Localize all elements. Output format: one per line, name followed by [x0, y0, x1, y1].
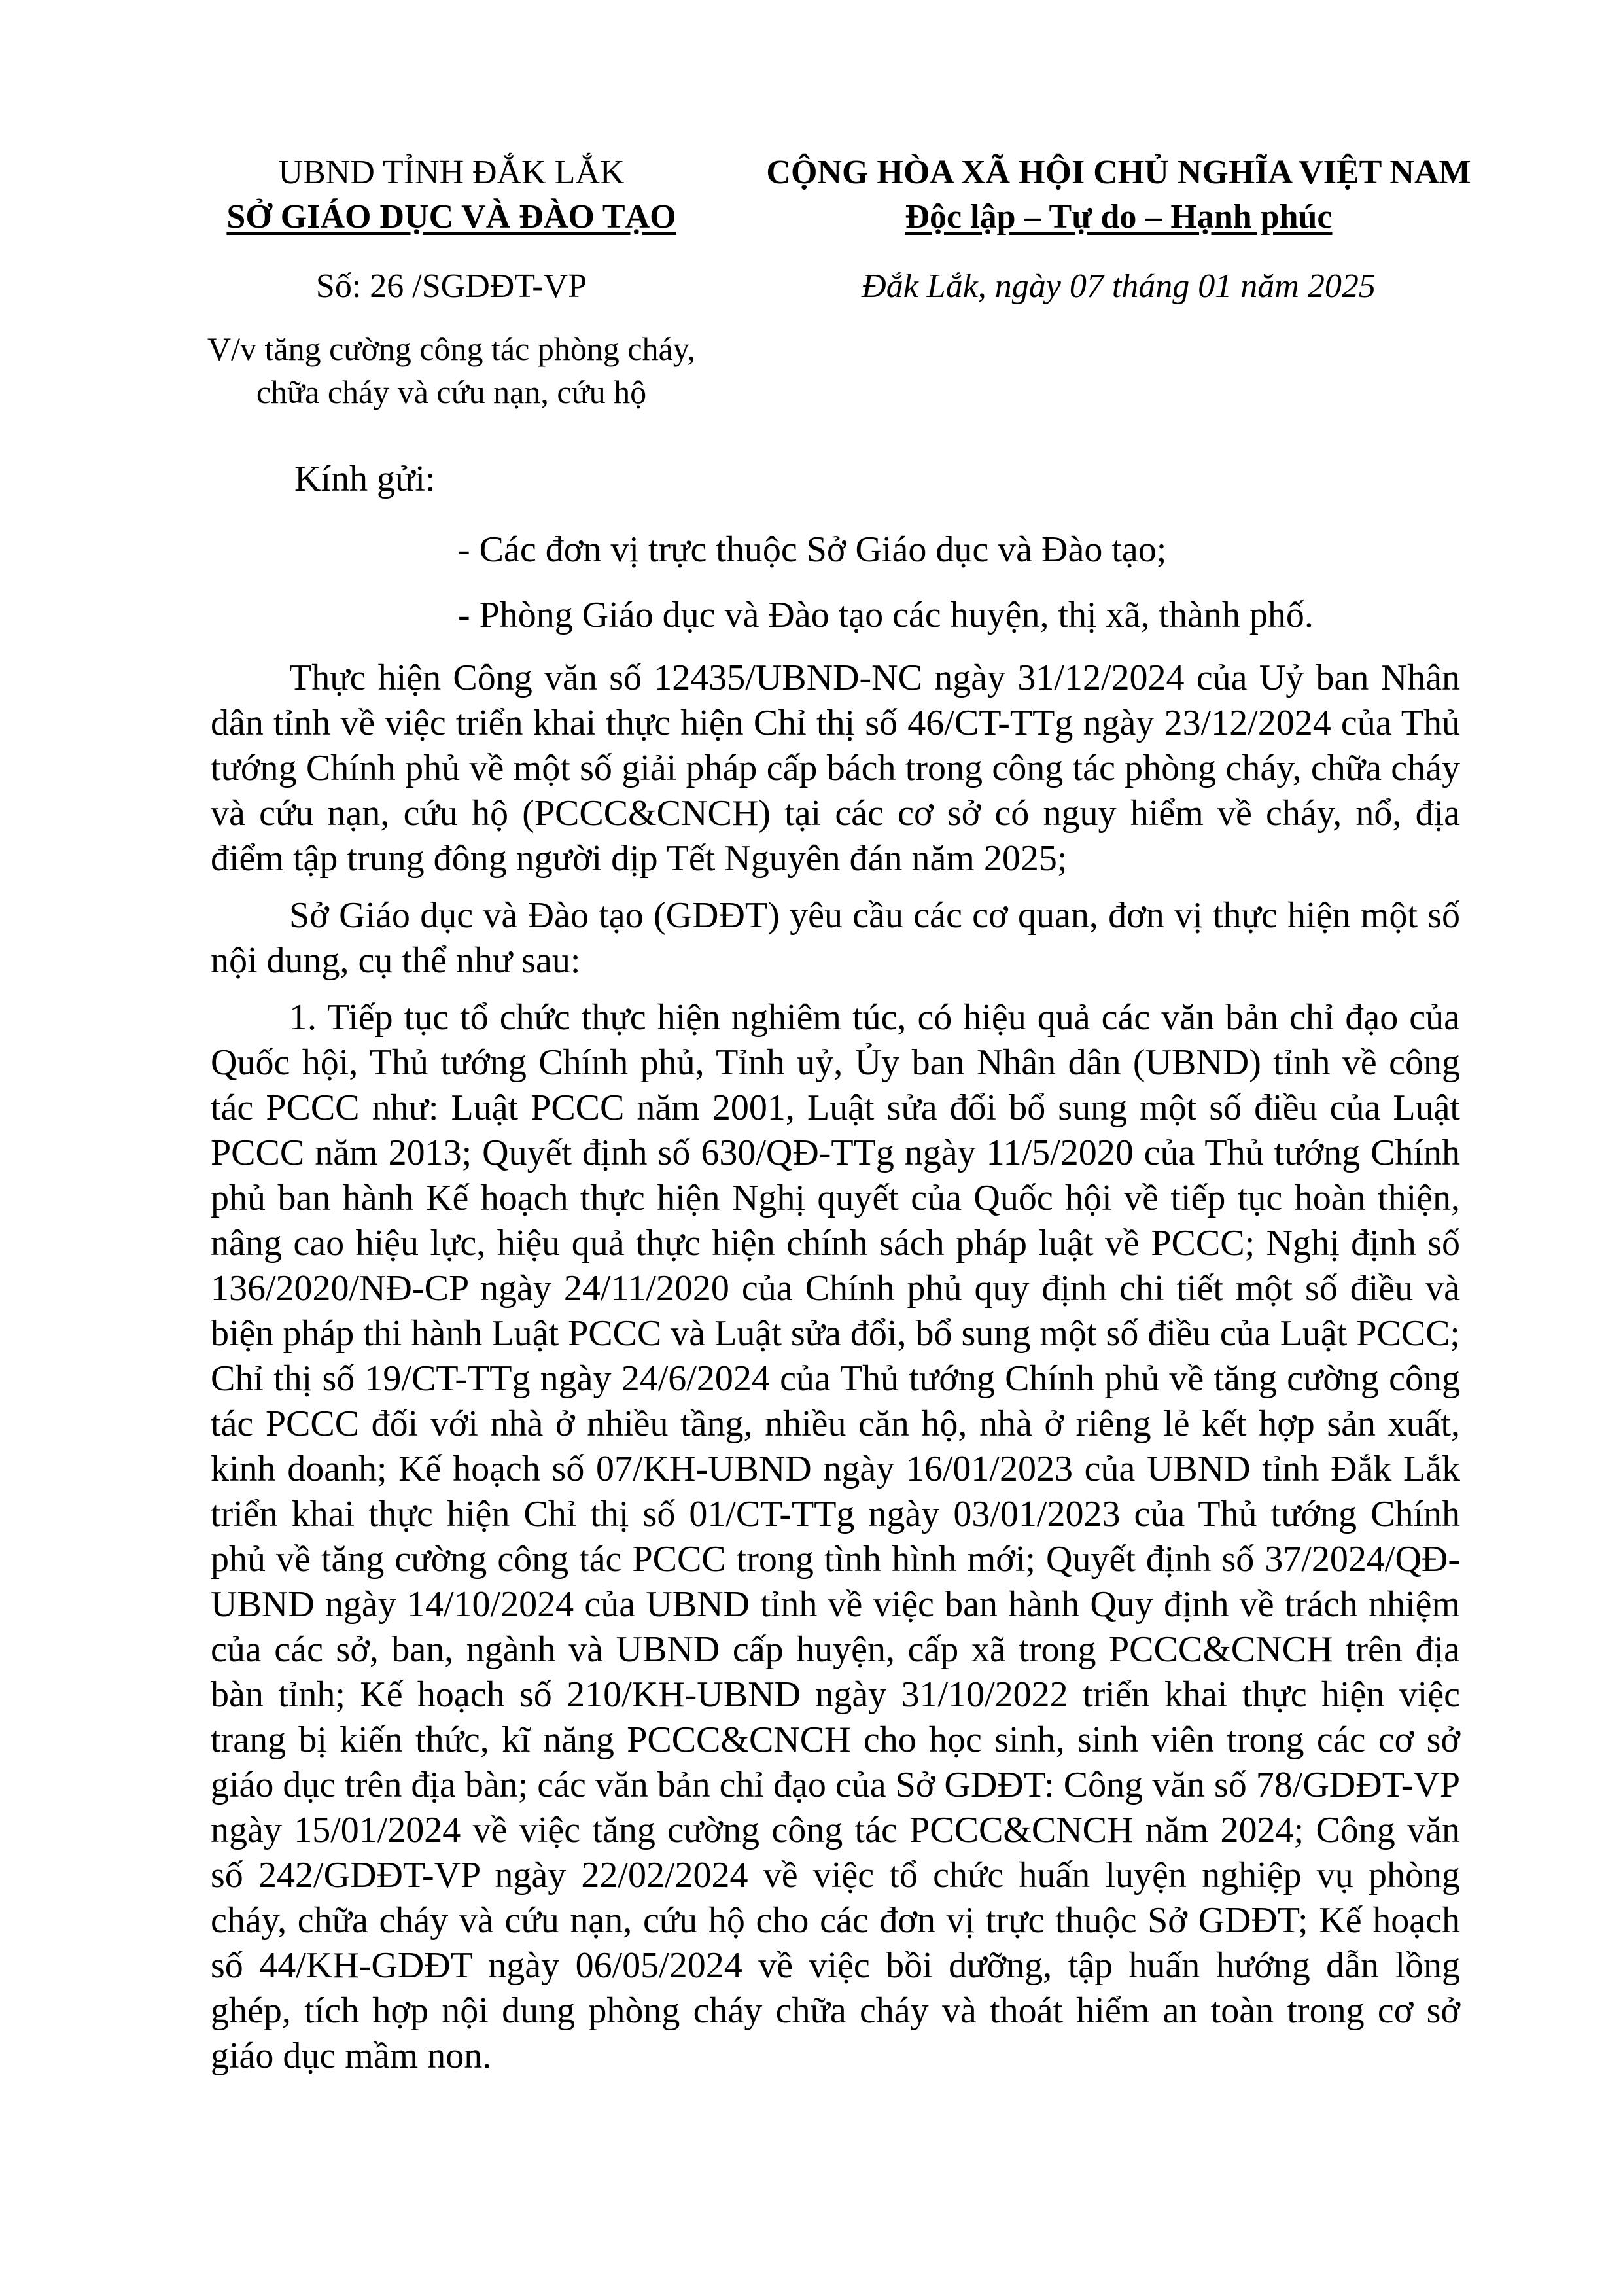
country-name: CỘNG HÒA XÃ HỘI CHỦ NGHĨA VIỆT NAM	[766, 154, 1471, 191]
motto: Độc lập – Tự do – Hạnh phúc	[905, 198, 1333, 236]
document-subject	[190, 327, 713, 414]
agency-parent: UBND TỈNH ĐẮK LẮK	[278, 154, 625, 191]
issuing-agency	[190, 150, 713, 239]
subject-line-2: chữa cháy và cứu nạn, cứu hộ	[256, 374, 647, 410]
recipient-list	[458, 517, 1314, 648]
place-and-date: Đắk Lắk, ngày 07 tháng 01 năm 2025	[862, 268, 1376, 305]
document-number: Số: 26 /SGDĐT-VP	[315, 268, 587, 305]
agency-name: SỞ GIÁO DỤC VÀ ĐÀO TẠO	[226, 198, 676, 236]
greeting: Kính gửi:	[294, 459, 436, 499]
recipient-item: - Phòng Giáo dục và Đào tạo các huyện, thị xã, thành phố.	[458, 595, 1314, 635]
body-paragraph: 1. Tiếp tục tổ chức thực hiện nghiêm túc, có hiệu quả các văn bản chỉ đạo của Quốc hội, Thủ tướng Chính phủ, Tỉnh uỷ, Ủy ban Nhân dân (UBND) tỉnh về công tác PCCC như: Luật PCCC năm 2001, Luật sửa đổi bổ sung một số điều của Luật PCCC năm 2013; Quyết định số 630/QĐ-TTg ngày 11/5/2020 của Thủ tướng Chính phủ ban hành Kế hoạch thực hiện Nghị quyết của Quốc hội về tiếp tục hoàn thiện, nâng cao hiệu lực, hiệu quả thực hiện chính sách pháp luật về PCCC; Nghị định số 136/2020/NĐ-CP ngày 24/11/2020 của Chính phủ quy định chi tiết một số điều và biện pháp thi hành Luật PCCC và Luật sửa đổi, bổ sung một số điều của Luật PCCC; Chỉ thị số 19/CT-TTg ngày 24/6/2024 của Thủ tướng Chính phủ về tăng cường công tác PCCC đối với nhà ở nhiều tầng, nhiều căn hộ, nhà ở riêng lẻ kết hợp sản xuất, kinh doanh; Kế hoạch số 07/KH-UBND ngày 16/01/2023 của UBND tỉnh Đắk Lắk triển khai thực hiện Chỉ thị số 01/CT-TTg ngày 03/01/2023 của Thủ tướng Chính phủ về tăng cường công tác PCCC trong tình hình mới; Quyết định số 37/2024/QĐ-UBND ngày 14/10/2024 của UBND tỉnh về việc ban hành Quy định về trách nhiệm của các sở, ban, ngành và UBND cấp huyện, cấp xã trong PCCC&CNCH trên địa bàn tỉnh; Kế hoạch số 210/KH-UBND ngày 31/10/2022 triển khai thực hiện việc trang bị kiến thức, kĩ năng PCCC&CNCH cho học sinh, sinh viên trong các cơ sở giáo dục trên địa bàn; các văn bản chỉ đạo của Sở GDĐT: Công văn số 78/GDĐT-VP ngày 15/01/2024 về việc tăng cường công tác PCCC&CNCH năm 2024; Công văn số 242/GDĐT-VP ngày 22/02/2024 về việc tổ chức huấn luyện nghiệp vụ phòng cháy, chữa cháy và cứu nạn, cứu hộ cho các đơn vị trực thuộc Sở GDĐT; Kế hoạch số 44/KH-GDĐT ngày 06/05/2024 về việc bồi dưỡng, tập huấn hướng dẫn lồng ghép, tích hợp nội dung phòng cháy chữa cháy và thoát hiểm an toàn trong cơ sở giáo dục mầm non.	[211, 997, 1460, 2076]
subject-line-1: V/v tăng cường công tác phòng cháy,	[207, 330, 695, 367]
body-paragraph: Sở Giáo dục và Đào tạo (GDĐT) yêu cầu các cơ quan, đơn vị thực hiện một số nội dung, cụ thể như sau:	[211, 895, 1460, 981]
document-body	[211, 656, 1460, 2091]
national-motto	[726, 150, 1511, 239]
body-paragraph: Thực hiện Công văn số 12435/UBND-NC ngày 31/12/2024 của Uỷ ban Nhân dân tỉnh về việc triển khai thực hiện Chỉ thị số 46/CT-TTg ngày 23/12/2024 của Thủ tướng Chính phủ về một số giải pháp cấp bách trong công tác phòng cháy, chữa cháy và cứu nạn, cứu hộ (PCCC&CNCH) tại các cơ sở có nguy hiểm về cháy, nổ, địa điểm tập trung đông người dịp Tết Nguyên đán năm 2025;	[211, 658, 1460, 879]
recipient-item: - Các đơn vị trực thuộc Sở Giáo dục và Đào tạo;	[458, 529, 1167, 570]
